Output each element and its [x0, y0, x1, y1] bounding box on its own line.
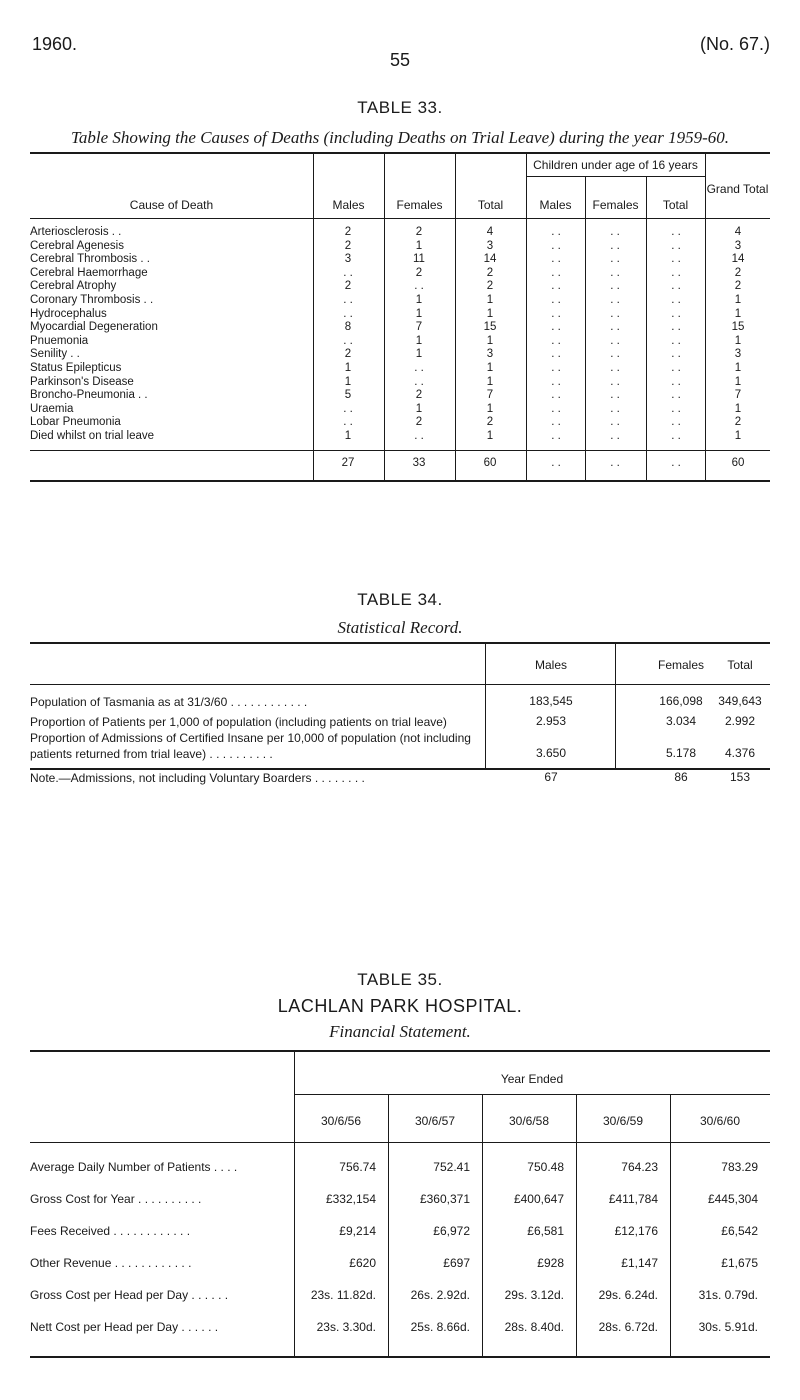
- value-cell: 783.29: [721, 1160, 758, 1174]
- value-cell: 764.23: [621, 1160, 658, 1174]
- value-cell: 1: [344, 362, 352, 374]
- value-cell: . .: [610, 389, 620, 402]
- value-cell: 7: [486, 389, 494, 402]
- header-grand-total: Grand Total: [706, 182, 769, 196]
- value-cell: . .: [610, 280, 620, 293]
- value-cell: . .: [610, 321, 620, 334]
- value-cell: 1: [415, 239, 423, 252]
- value-cell: . .: [610, 307, 620, 320]
- value-cell: £332,154: [325, 1192, 376, 1206]
- value-cell: . .: [551, 389, 561, 402]
- value-cell: 5.178: [665, 746, 697, 760]
- value-cell: . .: [414, 375, 424, 388]
- value-cell: 1: [486, 430, 494, 442]
- value-cell: 2: [344, 348, 352, 361]
- value-cell: 1: [415, 294, 423, 306]
- cause-cell: Parkinson's Disease: [30, 375, 134, 388]
- value-cell: . .: [551, 430, 561, 442]
- table-row: [0, 335, 800, 349]
- value-cell: . .: [610, 402, 620, 415]
- value-cell: 29s. 3.12d.: [504, 1288, 564, 1302]
- value-cell: 2: [344, 239, 352, 252]
- value-cell: 1: [486, 294, 494, 306]
- value-cell: . .: [610, 430, 620, 442]
- total-child-males: . .: [551, 457, 561, 469]
- value-cell: 2.992: [724, 714, 756, 728]
- value-cell: 153: [729, 770, 751, 784]
- header-cause: Cause of Death: [129, 198, 214, 212]
- value-cell: 1: [486, 334, 494, 347]
- table-row: [0, 362, 800, 376]
- value-cell: 3: [734, 348, 742, 361]
- value-cell: 14: [731, 253, 745, 266]
- value-cell: 1: [415, 334, 423, 347]
- value-cell: 1: [415, 307, 423, 320]
- table-35-subtitle: Financial Statement.: [329, 1022, 471, 1041]
- value-cell: . .: [610, 348, 620, 361]
- value-cell: £6,581: [527, 1224, 564, 1238]
- value-cell: 752.41: [433, 1160, 470, 1174]
- value-cell: . .: [610, 375, 620, 388]
- value-cell: 5: [344, 389, 352, 402]
- value-cell: . .: [610, 226, 620, 238]
- value-cell: 2: [486, 266, 494, 279]
- value-cell: 2: [486, 280, 494, 293]
- value-cell: £620: [349, 1256, 376, 1270]
- value-cell: 26s. 2.92d.: [410, 1288, 470, 1302]
- value-cell: . .: [551, 280, 561, 293]
- cause-cell: Lobar Pneumonia: [30, 416, 121, 429]
- value-cell: 2: [734, 266, 742, 279]
- t34-header-males: Males: [534, 658, 567, 672]
- value-cell: . .: [343, 334, 353, 347]
- table-33-subtitle: Table Showing the Causes of Deaths (including Deaths on Trial Leave) during the year 1959-60.: [70, 128, 730, 147]
- value-cell: . .: [671, 294, 681, 306]
- value-cell: 1: [734, 334, 742, 347]
- cause-cell: Uraemia: [30, 402, 74, 415]
- value-cell: 8: [344, 321, 352, 334]
- table-34-subtitle: Statistical Record.: [337, 618, 463, 637]
- page-year: 1960.: [32, 34, 78, 54]
- value-cell: . .: [671, 416, 681, 429]
- row-label: Proportion of Patients per 1,000 of population (including patients on trial leave): [30, 715, 447, 729]
- value-cell: . .: [551, 239, 561, 252]
- table-row: [0, 308, 800, 322]
- value-cell: . .: [671, 402, 681, 415]
- value-cell: . .: [551, 253, 561, 266]
- value-cell: . .: [414, 280, 424, 293]
- total-total: 60: [483, 457, 497, 469]
- cause-cell: Myocardial Degeneration: [30, 321, 158, 334]
- t35-year-1: 30/6/56: [320, 1114, 362, 1128]
- value-cell: . .: [610, 334, 620, 347]
- value-cell: £400,647: [513, 1192, 564, 1206]
- value-cell: 2: [344, 226, 352, 238]
- value-cell: . .: [551, 294, 561, 306]
- table-row: [0, 226, 800, 240]
- cause-cell: Cerebral Haemorrhage: [30, 266, 148, 279]
- value-cell: . .: [610, 362, 620, 374]
- value-cell: £445,304: [707, 1192, 758, 1206]
- value-cell: . .: [551, 362, 561, 374]
- value-cell: 23s. 3.30d.: [316, 1320, 376, 1334]
- total-child-females: . .: [610, 457, 620, 469]
- value-cell: 183,545: [529, 694, 573, 708]
- value-cell: 15: [731, 321, 745, 334]
- value-cell: 750.48: [527, 1160, 564, 1174]
- row-label: Nett Cost per Head per Day . . . . . .: [30, 1320, 219, 1334]
- total-males: 27: [341, 457, 355, 469]
- value-cell: 28s. 8.40d.: [504, 1320, 564, 1334]
- row-label: Average Daily Number of Patients . . . .: [30, 1160, 238, 1174]
- value-cell: . .: [671, 307, 681, 320]
- table-row: [0, 389, 800, 403]
- value-cell: 756.74: [339, 1160, 376, 1174]
- cause-cell: Pnuemonia: [30, 334, 89, 347]
- value-cell: . .: [551, 226, 561, 238]
- table-34-title: TABLE 34.: [357, 590, 443, 609]
- cause-cell: Status Epilepticus: [30, 362, 122, 374]
- value-cell: . .: [343, 416, 353, 429]
- value-cell: 1: [486, 402, 494, 415]
- t35-year-ended-header: Year Ended: [500, 1072, 564, 1086]
- header-child-females: Females: [592, 198, 639, 212]
- value-cell: 1: [734, 362, 742, 374]
- value-cell: 14: [483, 253, 497, 266]
- value-cell: 7: [415, 321, 423, 334]
- t35-year-5: 30/6/60: [699, 1114, 741, 1128]
- value-cell: 349,643: [718, 694, 762, 708]
- value-cell: . .: [671, 430, 681, 442]
- value-cell: . .: [610, 294, 620, 306]
- value-cell: . .: [551, 348, 561, 361]
- value-cell: 29s. 6.24d.: [598, 1288, 658, 1302]
- t34-header-females: Females: [657, 658, 704, 672]
- value-cell: 7: [734, 389, 742, 402]
- header-child-males: Males: [539, 198, 572, 212]
- row-label: Proportion of Admissions of Certified Insane per 10,000 of population (not including patients returned from trial leave) . . . . . . . . . .: [30, 731, 471, 761]
- value-cell: . .: [414, 430, 424, 442]
- value-cell: . .: [551, 266, 561, 279]
- value-cell: 2: [734, 416, 742, 429]
- cause-cell: Cerebral Agenesis: [30, 239, 124, 252]
- value-cell: £1,147: [621, 1256, 658, 1270]
- value-cell: £1,675: [721, 1256, 758, 1270]
- value-cell: . .: [610, 239, 620, 252]
- hospital-name: LACHLAN PARK HOSPITAL.: [277, 996, 523, 1016]
- table-row: [0, 267, 800, 281]
- value-cell: . .: [671, 362, 681, 374]
- t35-year-3: 30/6/58: [508, 1114, 550, 1128]
- value-cell: £12,176: [614, 1224, 658, 1238]
- value-cell: . .: [414, 362, 424, 374]
- total-females: 33: [412, 457, 426, 469]
- value-cell: . .: [671, 334, 681, 347]
- value-cell: 4: [734, 226, 742, 238]
- table-33: [0, 152, 800, 482]
- cause-cell: Arteriosclerosis . .: [30, 226, 122, 238]
- value-cell: . .: [551, 416, 561, 429]
- value-cell: 23s. 11.82d.: [310, 1288, 376, 1302]
- value-cell: . .: [343, 266, 353, 279]
- value-cell: . .: [671, 348, 681, 361]
- t35-year-2: 30/6/57: [414, 1114, 456, 1128]
- value-cell: . .: [610, 416, 620, 429]
- value-cell: 1: [344, 375, 352, 388]
- table-row: [0, 416, 800, 430]
- value-cell: 3: [486, 239, 494, 252]
- value-cell: 1: [734, 402, 742, 415]
- value-cell: 1: [486, 362, 494, 374]
- table-row: [0, 430, 800, 444]
- value-cell: 4: [486, 226, 494, 238]
- table-35-title: TABLE 35.: [357, 970, 443, 989]
- row-label: Gross Cost per Head per Day . . . . . .: [30, 1288, 229, 1302]
- value-cell: 2: [344, 280, 352, 293]
- cause-cell: Broncho-Pneumonia . .: [30, 389, 148, 402]
- value-cell: 2: [734, 280, 742, 293]
- value-cell: 1: [734, 430, 742, 442]
- cause-cell: Senility . .: [30, 348, 80, 361]
- value-cell: 3: [344, 253, 352, 266]
- value-cell: . .: [551, 334, 561, 347]
- value-cell: 28s. 6.72d.: [598, 1320, 658, 1334]
- t35-year-4: 30/6/59: [602, 1114, 644, 1128]
- table-row: [0, 280, 800, 294]
- value-cell: 86: [674, 770, 688, 784]
- value-cell: . .: [671, 239, 681, 252]
- value-cell: 2: [415, 389, 423, 402]
- row-label: Fees Received . . . . . . . . . . . .: [30, 1224, 191, 1238]
- cause-cell: Cerebral Thrombosis . .: [30, 253, 150, 266]
- value-cell: 3.034: [665, 714, 697, 728]
- value-cell: 3: [486, 348, 494, 361]
- value-cell: 11: [413, 253, 425, 266]
- value-cell: 30s. 5.91d.: [698, 1320, 758, 1334]
- cause-cell: Cerebral Atrophy: [30, 280, 117, 293]
- value-cell: 31s. 0.79d.: [698, 1288, 758, 1302]
- value-cell: . .: [343, 402, 353, 415]
- table-35: [0, 1050, 800, 1400]
- value-cell: . .: [671, 321, 681, 334]
- value-cell: 1: [734, 294, 742, 306]
- header-males: Males: [332, 198, 365, 212]
- value-cell: £6,972: [433, 1224, 470, 1238]
- cause-cell: Coronary Thrombosis . .: [30, 294, 154, 306]
- value-cell: . .: [343, 294, 353, 306]
- row-label: Other Revenue . . . . . . . . . . . .: [30, 1256, 192, 1270]
- value-cell: £928: [537, 1256, 564, 1270]
- value-cell: . .: [551, 375, 561, 388]
- table-row: [0, 294, 800, 308]
- value-cell: 2: [415, 226, 423, 238]
- table-row: [0, 240, 800, 254]
- table-33-totals-row: [0, 457, 800, 471]
- table-row: [0, 321, 800, 335]
- value-cell: . .: [671, 280, 681, 293]
- value-cell: £9,214: [339, 1224, 376, 1238]
- total-grand: 60: [731, 457, 745, 469]
- value-cell: 1: [486, 307, 494, 320]
- value-cell: 1: [734, 307, 742, 320]
- value-cell: . .: [671, 226, 681, 238]
- header-children-group: Children under age of 16 years: [533, 158, 698, 172]
- page-number: 55: [389, 50, 411, 70]
- row-label: Note.—Admissions, not including Voluntary Boarders . . . . . . . .: [30, 771, 365, 785]
- value-cell: 2: [415, 266, 423, 279]
- value-cell: 1: [415, 348, 423, 361]
- value-cell: 2: [415, 416, 423, 429]
- value-cell: 1: [415, 402, 423, 415]
- value-cell: £360,371: [419, 1192, 470, 1206]
- value-cell: . .: [671, 389, 681, 402]
- value-cell: £697: [443, 1256, 470, 1270]
- value-cell: £411,784: [608, 1192, 658, 1206]
- row-label: Population of Tasmania as at 31/3/60 . . . . . . . . . . . .: [30, 695, 308, 709]
- value-cell: 166,098: [659, 694, 703, 708]
- value-cell: . .: [551, 402, 561, 415]
- table-row: [0, 403, 800, 417]
- value-cell: 25s. 8.66d.: [410, 1320, 470, 1334]
- value-cell: . .: [610, 266, 620, 279]
- document-number: (No. 67.): [699, 34, 770, 54]
- table-34: [0, 642, 800, 785]
- value-cell: 1: [486, 375, 494, 388]
- value-cell: 3.650: [535, 746, 567, 760]
- cause-cell: Hydrocephalus: [30, 307, 107, 320]
- header-total: Total: [477, 198, 504, 212]
- value-cell: 1: [734, 375, 742, 388]
- value-cell: 4.376: [724, 746, 756, 760]
- total-child-total: . .: [671, 457, 681, 469]
- value-cell: 1: [344, 430, 352, 442]
- value-cell: . .: [343, 307, 353, 320]
- value-cell: . .: [671, 253, 681, 266]
- t34-header-total: Total: [727, 658, 753, 672]
- table-row: [0, 376, 800, 390]
- value-cell: . .: [671, 375, 681, 388]
- value-cell: . .: [551, 307, 561, 320]
- header-child-total: Total: [662, 198, 689, 212]
- value-cell: 15: [483, 321, 497, 334]
- table-row: [0, 253, 800, 267]
- value-cell: 2.953: [535, 714, 567, 728]
- row-label: Gross Cost for Year . . . . . . . . . .: [30, 1192, 202, 1206]
- value-cell: 67: [544, 770, 558, 784]
- cause-cell: Died whilst on trial leave: [30, 430, 155, 442]
- header-females: Females: [396, 198, 443, 212]
- value-cell: . .: [610, 253, 620, 266]
- value-cell: £6,542: [721, 1224, 758, 1238]
- value-cell: . .: [671, 266, 681, 279]
- table-33-title: TABLE 33.: [357, 98, 443, 117]
- table-row: [0, 348, 800, 362]
- value-cell: 3: [734, 239, 742, 252]
- value-cell: 2: [486, 416, 494, 429]
- value-cell: . .: [551, 321, 561, 334]
